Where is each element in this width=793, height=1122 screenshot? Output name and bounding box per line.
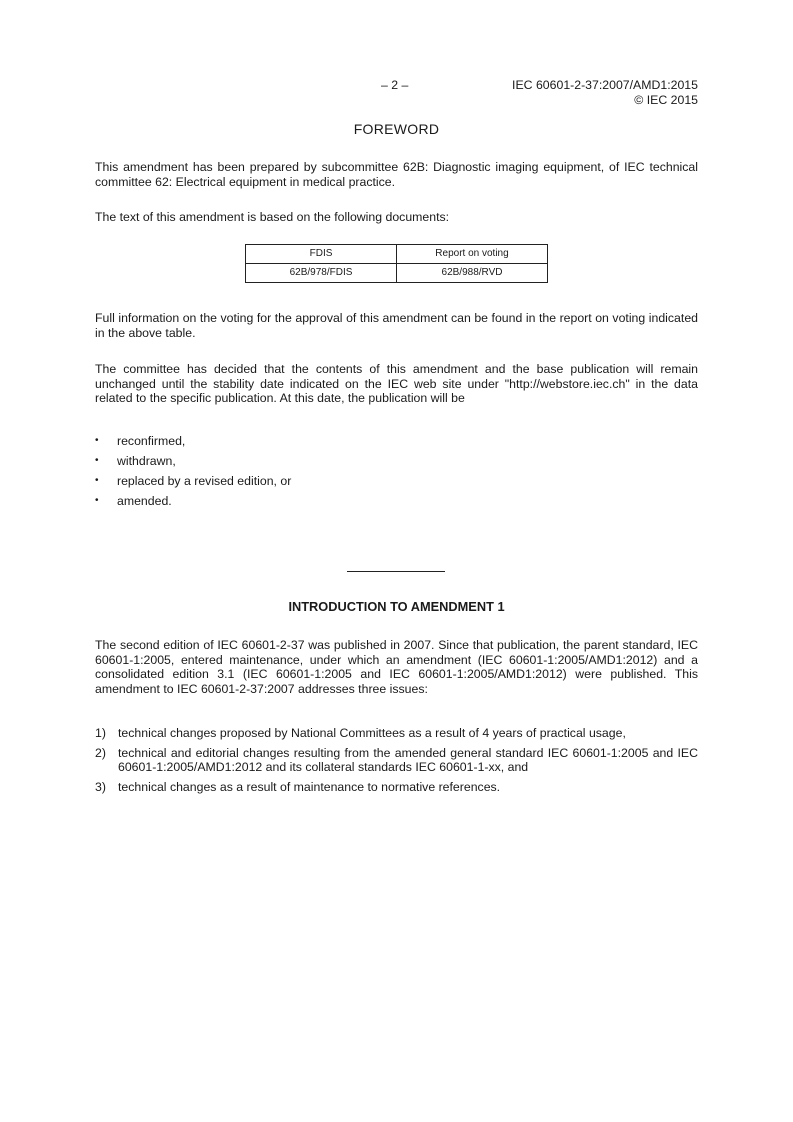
foreword-paragraph-2: The text of this amendment is based on the following documents: xyxy=(95,210,450,224)
list-item-text: amended. xyxy=(117,494,172,508)
list-item xyxy=(95,780,698,795)
table-cell-fdis: 62B/978/FDIS xyxy=(246,264,397,283)
table-header-row xyxy=(246,245,548,264)
list-item xyxy=(95,746,698,775)
bullet-icon: • xyxy=(95,495,99,506)
table-header-report: Report on voting xyxy=(397,245,548,264)
list-item-text: technical and editorial changes resulting from the amended general standard IEC 60601-1:2005 and IEC 60601-1:2005/AMD1:2012 and its collateral standards IEC 60601-1-xx, and xyxy=(118,745,698,774)
introduction-paragraph: The second edition of IEC 60601-2-37 was published in 2007. Since that publication, the parent standard, IEC 60601-1:2005, entered maintenance, under which an amendment (IEC 60601-1:2005/AMD1:2012) and a consolidated edition 3.1 (IEC 60601-1:2005 and IEC 60601-1:2005/AMD1:2012) were published. This amendment to IEC 60601-2-37:2007 addresses three issues: xyxy=(95,638,698,696)
list-item xyxy=(95,474,698,494)
copyright-notice: © IEC 2015 xyxy=(634,93,698,107)
document-page xyxy=(95,0,698,1122)
foreword-paragraph-3: Full information on the voting for the approval of this amendment can be found in the report on voting indicated in the above table. xyxy=(95,311,698,340)
foreword-paragraph-4: The committee has decided that the contents of this amendment and the base publication will remain unchanged until the stability date indicated on the IEC web site under "http://webstore.iec.ch" in the data related to the specific publication. At this date, the publication will be xyxy=(95,362,698,405)
list-item xyxy=(95,454,698,474)
table-cell-rvd: 62B/988/RVD xyxy=(397,264,548,283)
list-item xyxy=(95,494,698,514)
bullet-icon: • xyxy=(95,455,99,466)
foreword-paragraph-1: This amendment has been prepared by subcommittee 62B: Diagnostic imaging equipment, of IEC technical committee 62: Electrical equipment in medical practice. xyxy=(95,160,698,189)
list-item xyxy=(95,434,698,454)
documents-table xyxy=(245,244,548,283)
standard-id: IEC 60601-2-37:2007/AMD1:2015 xyxy=(512,78,698,92)
section-divider xyxy=(347,571,445,572)
page-number: – 2 – xyxy=(381,78,409,92)
list-number: 2) xyxy=(95,745,106,760)
list-number: 1) xyxy=(95,726,106,740)
table-header-fdis: FDIS xyxy=(246,245,397,264)
list-item-text: technical changes as a result of maintenance to normative references. xyxy=(118,779,501,794)
bullet-icon: • xyxy=(95,435,99,446)
bullet-icon: • xyxy=(95,475,99,486)
list-item-text: technical changes proposed by National Committees as a result of 4 years of practical usage, xyxy=(118,726,626,740)
introduction-title: INTRODUCTION TO AMENDMENT 1 xyxy=(288,599,505,614)
list-item-text: replaced by a revised edition, or xyxy=(117,474,292,488)
list-item-text: withdrawn, xyxy=(117,454,176,468)
publication-options-list xyxy=(95,434,698,514)
foreword-title: FOREWORD xyxy=(353,121,440,137)
list-item-text: reconfirmed, xyxy=(117,434,186,448)
list-item xyxy=(95,726,698,741)
issues-list xyxy=(95,726,698,799)
list-number: 3) xyxy=(95,779,106,794)
table-row xyxy=(246,264,548,283)
